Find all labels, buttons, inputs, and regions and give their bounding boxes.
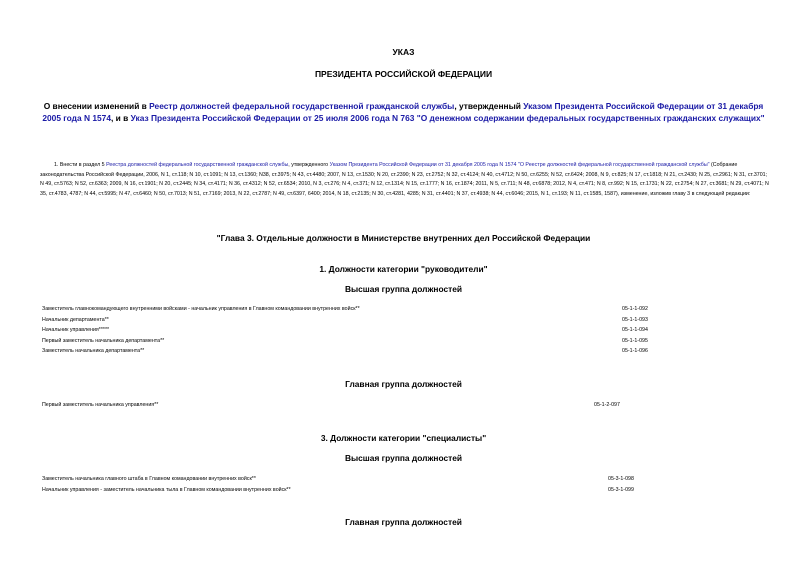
position-code: 05-1-1-093 [622, 317, 648, 323]
section-heading-3: 3. Должности категории "специалисты" [320, 433, 487, 443]
intro-text-2: , утвержденного [288, 162, 330, 168]
title-text-3: , и в [111, 113, 131, 123]
section-heading-1: 1. Должности категории "руководители" [319, 264, 488, 274]
intro-text-1: 1. Внести в раздел 5 [54, 162, 107, 168]
position-code: 05-1-1-094 [622, 327, 648, 333]
document-title [40, 100, 767, 124]
decree-763-link[interactable]: Указ Президента Российской Федерации от 25 июля 2006 года N 763 "О денежном содержании федеральных государственных гражданских служащих" [130, 113, 765, 123]
position-name: Заместитель главнокомандующего внутренними войсками - начальник управления в Главном командовании внутренних войск** [42, 306, 360, 312]
group-heading-higher-3: Высшая группа должностей [344, 453, 463, 463]
decree-title: УКАЗ [392, 47, 415, 57]
position-code: 05-1-1-095 [622, 338, 648, 344]
group-heading-main-3: Главная группа должностей [345, 517, 462, 527]
intro-decree-link[interactable]: Указом Президента Российской Федерации от 31 декабря 2005 года N 1574 "О Реестре должностей федеральной государственной гражданской службы" [329, 162, 710, 168]
position-code: 05-3-1-099 [608, 487, 634, 493]
decree-subtitle: ПРЕЗИДЕНТА РОССИЙСКОЙ ФЕДЕРАЦИИ [314, 69, 493, 79]
position-name: Заместитель начальника главного штаба в Главном командовании внутренних войск** [42, 476, 256, 482]
registry-link[interactable]: Реестр должностей федеральной государственной гражданской службы [149, 101, 455, 111]
position-name: Начальник управления***** [42, 327, 110, 333]
position-code: 05-1-1-092 [622, 306, 648, 312]
position-code: 05-3-1-098 [608, 476, 634, 482]
title-text-1: О внесении изменений в [43, 101, 150, 111]
group-heading-main-1: Главная группа должностей [345, 379, 462, 389]
position-name: Начальник управления - заместитель начальника тыла в Главном командовании внутренних войск** [42, 487, 291, 493]
intro-text-3: (Собрание законодательства Российской Федерации, 2006, N 1, ст.118; N 10, ст.1091; N 13, ст.1360; N38, ст.3975; N 43, ст.4480; 2007, N 13, ст.1530; N 20, ст.2390; N 23, ст.2752; N 32, ст.4124; N 40, ст.4712; N 50, ст.6255; N 52, ст.6424; 2008, N 9, ст.825; N 17, ст.1818; N 21, ст.2430; N 25, ст.2961; N 31, ст.3701; N 49, ст.5763; N 52, ст.6363; 2009, N 16, ст.1901; N 20, ст.2445; N 34, ст.4171; N 36, ст.4312; N 52, ст.6534; 2010, N 3, ст.276; N 4, ст.371; N 12, ст.1314; N 15, ст.1777; N 16, ст.1874; 2011, N 5, ст.711; N 48, ст.6878; 2012, N 4, ст.471; N 8, ст.992; N 15, ст.1731; N 22, ст.2754; N 27, ст.3681; N 29, ст.4071; N 35, ст.4783, 4787; N 44, ст.5995; N 47, ст.6460; N 50, ст.7013; N 51, ст.7169; 2013, N 22, ст.2787; N 49, ст.6397, 6400; 2014, N 18, ст.2135; N 30, ст.4281, 4285; N 31, ст.4401; N 37, ст.4938; N 44, ст.6046; 2015, N 1, ст.193; N 11, ст.1585, 1587), изменение, изложив главу 3 в следующей редакции: [40, 162, 769, 197]
position-name: Первый заместитель начальника департамента** [42, 338, 165, 344]
intro-registry-link[interactable]: Реестра должностей федеральной государственной гражданской службы [106, 162, 289, 168]
chapter-heading: "Глава 3. Отдельные должности в Министерстве внутренних дел Российской Федерации [216, 233, 591, 243]
intro-paragraph [40, 161, 772, 199]
position-name: Первый заместитель начальника управления** [42, 402, 159, 408]
decree-1574-link[interactable]: Указом Президента Российской Федерации от 31 декабря 2005 года N 1574 [42, 101, 764, 123]
position-name: Заместитель начальника департамента** [42, 348, 145, 354]
title-text-2: , утвержденный [454, 101, 524, 111]
position-code: 05-1-2-097 [594, 402, 620, 408]
position-name: Начальник департамента** [42, 317, 109, 323]
group-heading-higher-1: Высшая группа должностей [344, 284, 463, 294]
position-code: 05-1-1-096 [622, 348, 648, 354]
